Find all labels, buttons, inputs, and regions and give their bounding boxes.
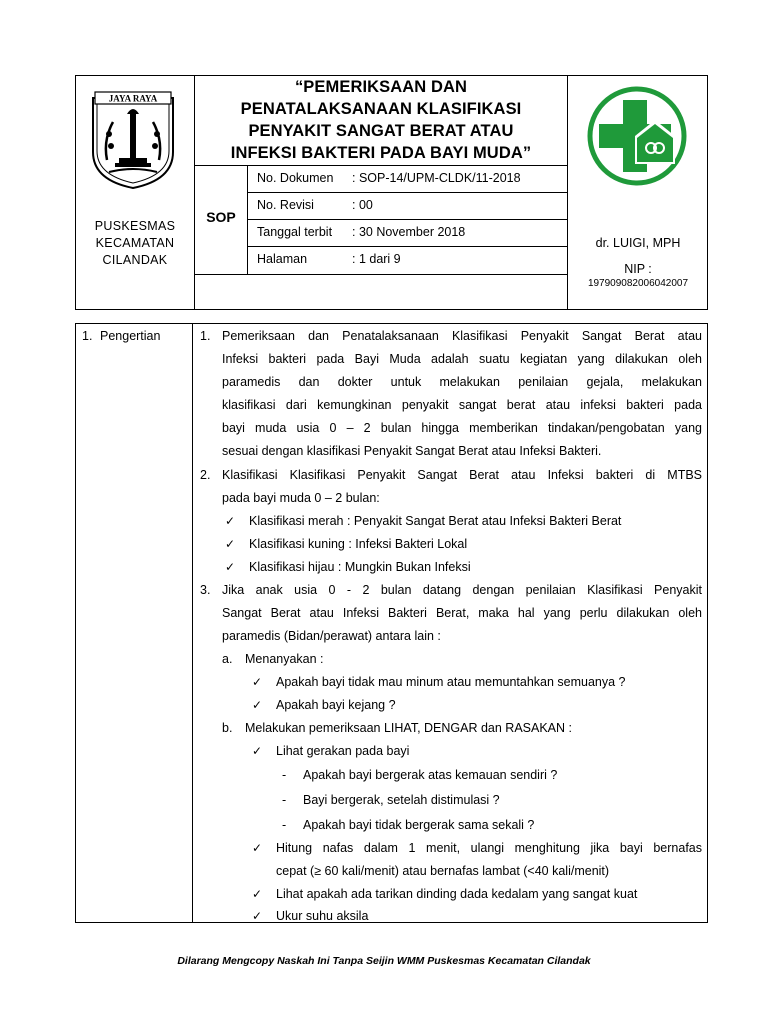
check-icon: ✓ <box>252 841 263 855</box>
jaya-raya-logo <box>89 90 177 190</box>
meta-row-revision: No. Revisi : 00 <box>257 198 373 212</box>
meta-row-issue-date: Tanggal terbit : 30 November 2018 <box>257 225 466 239</box>
paragraph-line: sesuai dengan klasifikasi Penyakit Sangat Berat atau Infeksi Bakteri. <box>222 444 602 458</box>
puskesmas-cross-logo <box>587 86 687 186</box>
check-icon: ✓ <box>252 675 263 689</box>
list-item: Apakah bayi tidak mau minum atau memuntahkan semuanya ? <box>276 675 626 689</box>
list-item: Apakah bayi bergerak atas kemauan sendiri ? <box>303 768 558 782</box>
paragraph-line: paramedis dan dokter untuk melakukan penilaian gejala, melakukan <box>222 375 702 389</box>
paragraph-line: Sangat Berat atau Infeksi Bakteri Berat, maka hal yang perlu dilakukan oleh <box>222 606 702 620</box>
paragraph-line: klasifikasi dari kemungkinan penyakit sangat berat atau infeksi bakteri pada <box>222 398 702 412</box>
paragraph-line: Pemeriksaan dan Penatalaksanaan Klasifikasi Penyakit Sangat Berat atau <box>222 329 702 343</box>
svg-text:JAYA RAYA: JAYA RAYA <box>108 93 158 104</box>
sub-item-label: a. <box>222 652 233 666</box>
nip-label: NIP : <box>624 262 652 276</box>
check-icon: ✓ <box>252 909 263 923</box>
list-item: Lihat apakah ada tarikan dinding dada kedalam yang sangat kuat <box>276 887 638 901</box>
sub-item-text: Melakukan pemeriksaan LIHAT, DENGAR dan RASAKAN : <box>245 721 572 735</box>
list-item: Klasifikasi merah : Penyakit Sangat Berat atau Infeksi Bakteri Berat <box>249 514 622 528</box>
dash-bullet: - <box>282 818 287 832</box>
paragraph-line: pada bayi muda 0 – 2 bulan: <box>222 491 380 505</box>
check-icon: ✓ <box>252 887 263 901</box>
sub-item-label: b. <box>222 721 233 735</box>
check-icon: ✓ <box>252 744 263 758</box>
sop-header-table <box>75 75 708 310</box>
item-number: 1. <box>200 329 211 343</box>
paragraph-line: Jika anak usia 0 - 2 bulan datang dengan penilaian Klasifikasi Penyakit <box>222 583 702 597</box>
sub-item-text: Menanyakan : <box>245 652 324 666</box>
dash-bullet: - <box>282 793 287 807</box>
content-table <box>75 323 708 923</box>
footer-notice: Dilarang Mengcopy Naskah Ini Tanpa Seijin WMM Puskesmas Kecamatan Cilandak <box>177 955 591 967</box>
divider <box>194 274 567 275</box>
paragraph-line: Klasifikasi Klasifikasi Penyakit Sangat Berat atau Infeksi bakteri di MTBS <box>222 468 702 482</box>
list-item: Apakah bayi kejang ? <box>276 698 396 712</box>
list-item: Bayi bergerak, setelah distimulasi ? <box>303 793 500 807</box>
paragraph-line: paramedis (Bidan/perawat) antara lain : <box>222 629 441 643</box>
sop-label: SOP <box>206 209 236 225</box>
list-item: Klasifikasi hijau : Mungkin Bukan Infeksi <box>249 560 471 574</box>
nip-value: 197909082006042007 <box>587 278 689 289</box>
meta-row-document-number: No. Dokumen : SOP-14/UPM-CLDK/11-2018 <box>257 171 521 185</box>
list-item: Lihat gerakan pada bayi <box>276 744 410 758</box>
item-number: 3. <box>200 583 211 597</box>
organization-name: PUSKESMAS KECAMATAN CILANDAK <box>94 219 176 267</box>
meta-row-page: Halaman : 1 dari 9 <box>257 252 401 266</box>
check-icon: ✓ <box>225 560 236 574</box>
section-label: 1. Pengertian <box>82 329 161 343</box>
check-icon: ✓ <box>225 514 236 528</box>
dash-bullet: - <box>282 768 287 782</box>
list-item: Apakah bayi tidak bergerak sama sekali ? <box>303 818 535 832</box>
signer-name: dr. LUIGI, MPH <box>595 236 681 250</box>
check-icon: ✓ <box>252 698 263 712</box>
divider <box>192 324 193 922</box>
check-icon: ✓ <box>225 537 236 551</box>
document-title: “PEMERIKSAAN DAN PENATALAKSANAAN KLASIFIKASI PENYAKIT SANGAT BERAT ATAU INFEKSI BAKTERI PADA BAYI MUDA” <box>230 78 532 162</box>
paragraph-line: bayi muda usia 0 – 2 bulan hingga memberikan tindakan/pengobatan yang <box>222 421 702 435</box>
paragraph-line: Infeksi bakteri pada Bayi Muda adalah suatu kegiatan yang dilakukan oleh <box>222 352 702 366</box>
item-number: 2. <box>200 468 211 482</box>
list-item: Hitung nafas dalam 1 menit, ulangi menghitung jika bayi bernafas <box>276 841 702 855</box>
list-item: cepat (≥ 60 kali/menit) atau bernafas lambat (<40 kali/menit) <box>276 864 610 878</box>
list-item: Ukur suhu aksila <box>276 909 369 923</box>
list-item: Klasifikasi kuning : Infeksi Bakteri Lokal <box>249 537 468 551</box>
